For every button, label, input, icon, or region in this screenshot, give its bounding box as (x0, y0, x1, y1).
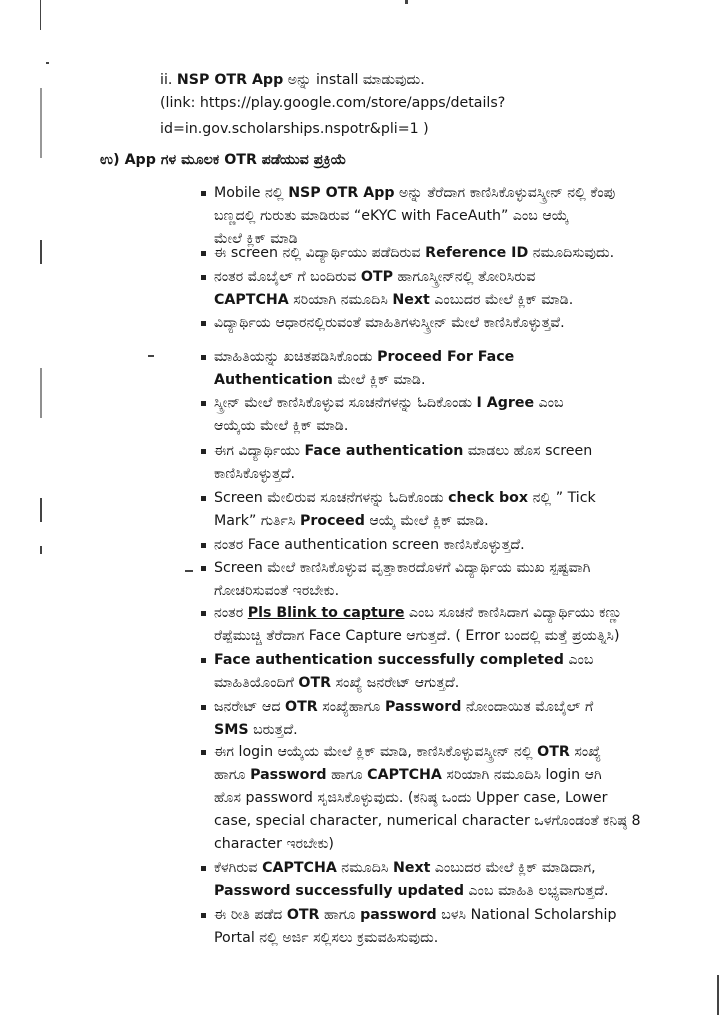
text-segment: ಎಂಬ ಮಾಹಿತಿ ಲಭ್ಯವಾಗುತ್ತದೆ. (464, 883, 609, 899)
text-segment: ಮಾಡಲು ಹೊಸ screen (463, 443, 593, 459)
bold-text: OTR (537, 744, 570, 760)
bold-text: Pls Blink to capture (247, 605, 405, 621)
text-segment: ನೋಂದಾಯಿತ ಮೊಬೈಲ್ ಗೆ (461, 699, 594, 715)
step-line (214, 626, 619, 646)
bold-text: Reference ID (425, 245, 529, 261)
step-line (214, 928, 438, 948)
text-segment: ಸಂಖ್ಯೆ (569, 744, 602, 760)
step-line (214, 243, 614, 263)
step-line (214, 650, 593, 670)
text-segment: ಎಂಬ (563, 652, 594, 668)
text-segment: Mobile ನಲ್ಲಿ (214, 185, 289, 201)
text-segment: ನಂತರ Face authentication screen ಕಾಣಿಸಿಕೊಳ್ಳುತ್ತದೆ. (214, 537, 525, 553)
bullet-marker (201, 658, 206, 663)
text-segment: ಹಾಗೂ (319, 907, 361, 923)
scan-mark (40, 0, 41, 30)
text-segment: ಮಾಹಿತಿಯೊಂದಿಗೆ (214, 675, 299, 691)
text-segment: Portal ನಲ್ಲಿ ಅರ್ಜಿ ಸಲ್ಲಿಸಲು ಕ್ರಮವಹಿಸುವುದು. (214, 930, 439, 946)
text-segment: ಆಯ್ಕೆ ಮೇಲೆ ಕ್ಲಿಕ್ ಮಾಡಿ. (364, 513, 489, 529)
text-segment: ಸರಿಯಾಗಿ ನಮೂದಿಸಿ login ಆಗಿ (441, 767, 602, 783)
step-line (214, 183, 615, 203)
bullet-marker (201, 449, 206, 454)
step-line (214, 313, 565, 333)
scan-mark (185, 570, 193, 572)
text-segment: ಎಂಬುದರ ಮೇಲೆ ಕ್ಲಿಕ್ ಮಾಡಿದಾಗ, (430, 860, 596, 876)
step-line (214, 206, 569, 226)
text-segment: ಹಾಗೂಸ್ಕ್ರೀನ್‌ನಲ್ಲಿ ತೋರಿಸಿರುವ (392, 269, 536, 285)
bold-text: OTR (298, 675, 332, 691)
bullet-marker (201, 355, 206, 360)
step-line (214, 416, 348, 436)
scan-mark (717, 975, 719, 1015)
text-segment: ಬಣ್ಣದಲ್ಲಿ ಗುರುತು ಮಾಡಿರುವ “eKYC with FaceAuth” ಎಂಬ ಆಯ್ಕೆ (214, 208, 569, 224)
text-segment: ನಮೂದಿಸಿ (336, 860, 393, 876)
text-segment: ಎಂಬ (534, 395, 564, 411)
step-line (214, 393, 564, 413)
bold-text: Face authentication successfully completed (214, 652, 564, 668)
text-segment: ಕೆಳಗಿರುವ (214, 860, 263, 876)
bullet-marker (201, 543, 206, 548)
step-line (214, 858, 596, 878)
bold-text: SMS (214, 722, 249, 738)
text-segment: ಹಾಗೂ (326, 767, 368, 783)
scan-mark (40, 546, 42, 554)
section-title-app: App (124, 152, 156, 168)
text-segment: ಎಂಬುದರ ಮೇಲೆ ಕ್ಲಿಕ್ ಮಾಡಿ. (429, 292, 574, 308)
bold-text: CAPTCHA (367, 767, 442, 783)
app-name: NSP OTR App (176, 72, 284, 88)
intro-rest: ಅನ್ನು install ಮಾಡುವುದು. (287, 72, 425, 88)
scan-mark (40, 368, 42, 418)
bold-text: check box (448, 490, 529, 506)
step-line (214, 697, 593, 717)
bullet-marker (201, 191, 206, 196)
text-segment: ಮಾಹಿತಿಯನ್ನು ಖಚಿತಪಡಿಸಿಕೊಂಡು (214, 349, 378, 365)
step-line (214, 464, 295, 484)
bold-text: OTR (285, 699, 318, 715)
text-segment: ಕಾಣಿಸಿಕೊಳ್ಳುತ್ತದೆ. (214, 466, 296, 482)
text-segment: ಈಗ ವಿದ್ಯಾರ್ಥಿಯು (214, 443, 305, 459)
text-segment: ಗೋಚರಿಸುವಂತೆ ಇರಬೇಕು. (214, 583, 340, 599)
step-line (214, 581, 339, 601)
text-segment: ವಿದ್ಯಾರ್ಥಿಯ ಆಧಾರನಲ್ಲಿರುವಂತೆ ಮಾಹಿತಿಗಳುಸ್ಕ್ರೀನ್ ಮೇಲೆ ಕಾಣಿಸಿಕೊಳ್ಳುತ್ತವೆ. (214, 315, 565, 331)
section-title-rest: ಗಳ ಮೂಲಕ OTR ಪಡೆಯುವ ಪ್ರಕ್ರಿಯೆ (160, 152, 347, 168)
roman-numeral: ii. (160, 72, 173, 88)
step-line (214, 558, 590, 578)
step-line (214, 905, 616, 925)
scan-mark (46, 62, 49, 64)
step-line (214, 370, 426, 390)
bullet-marker (201, 750, 206, 755)
intro-line (160, 70, 425, 90)
text-segment: Screen ಮೇಲಿರುವ ಸೂಚನೆಗಳನ್ನು ಓದಿಕೊಂಡು (214, 490, 449, 506)
bullet-marker (201, 913, 206, 918)
bold-text: CAPTCHA (262, 860, 337, 876)
step-line (214, 441, 592, 461)
bold-text: Proceed (299, 513, 365, 529)
text-segment: ಅನ್ನು ತೆರೆದಾಗ ಕಾಣಿಸಿಕೊಳ್ಳುವಸ್ಕ್ರೀನ್ ನಲ್ಲಿ ಕೆಂಪು (394, 185, 616, 201)
step-line (214, 535, 525, 555)
text-segment: ಎಂಬ ಸೂಚನೆ ಕಾಣಿಸಿದಾಗ ವಿದ್ಯಾರ್ಥಿಯು ಕಣ್ಣು (404, 605, 623, 621)
text-segment: ಮೇಲೆ ಕ್ಲಿಕ್ ಮಾಡಿ. (332, 372, 426, 388)
step-line (214, 511, 489, 531)
step-line (214, 347, 514, 367)
text-segment: ಬರುತ್ತದೆ. (248, 722, 298, 738)
text-segment: ಮೇಲೆ ಕ್ಲಿಕ್ ಮಾಡಿ (214, 231, 298, 247)
bold-text: CAPTCHA (214, 292, 289, 308)
scan-mark (40, 498, 42, 522)
step-line (214, 765, 602, 785)
bold-text: I Agree (476, 395, 535, 411)
bullet-marker (201, 566, 206, 571)
text-segment: character ಇರಬೇಕು) (214, 836, 334, 852)
text-segment: ನಮೂದಿಸುವುದು. (528, 245, 615, 261)
link-line-2: id=in.gov.scholarships.nspotr&pli=1 ) (160, 121, 429, 137)
bold-text: Proceed For Face (377, 349, 515, 365)
text-segment: Screen ಮೇಲೆ ಕಾಣಿಸಿಕೊಳ್ಳುವ ವೃತ್ತಾಕಾರದೊಳಗೆ ವಿದ್ಯಾರ್ಥಿಯ ಮುಖ ಸ್ಪಷ್ಟವಾಗಿ (214, 560, 591, 576)
scan-mark (405, 0, 408, 4)
bullet-marker (201, 866, 206, 871)
text-segment: ರೆಪ್ಪೆಮುಚ್ಚಿ ತೆರೆದಾಗ Face Capture ಆಗುತ್ತದೆ. ( Error ಬಂದಲ್ಲಿ ಮತ್ತೆ ಪ್ರಯತ್ನಿಸಿ) (214, 628, 620, 644)
scan-mark (148, 355, 154, 357)
scan-mark (40, 240, 42, 264)
text-segment: ಸ್ಕ್ರೀನ್ ಮೇಲೆ ಕಾಣಿಸಿಕೊಳ್ಳುವ ಸೂಚನೆಗಳನ್ನು ಓದಿಕೊಂಡು (214, 395, 477, 411)
bullet-marker (201, 321, 206, 326)
bullet-marker (201, 611, 206, 616)
text-segment: ನಂತರ ಮೊಬೈಲ್ ಗೆ ಬಂದಿರುವ (214, 269, 361, 285)
text-segment: ಆಯ್ಕೆಯ ಮೇಲೆ ಕ್ಲಿಕ್ ಮಾಡಿ. (214, 418, 349, 434)
step-line (214, 603, 622, 623)
bold-text: NSP OTR App (288, 185, 395, 201)
section-heading (100, 150, 347, 170)
bullet-marker (201, 251, 206, 256)
bullet-marker (201, 401, 206, 406)
text-segment: ಈಗ login ಆಯ್ಕೆಯ ಮೇಲೆ ಕ್ಲಿಕ್ ಮಾಡಿ, ಕಾಣಿಸಿಕೊಳ್ಳುವಸ್ಕ್ರೀನ್ ನಲ್ಲಿ (214, 744, 538, 760)
bold-text: password (360, 907, 437, 923)
step-line (214, 742, 601, 762)
bullet-marker (201, 705, 206, 710)
bold-text: Password (250, 767, 327, 783)
step-line (214, 811, 641, 831)
text-segment: ಈ screen ನಲ್ಲಿ ವಿದ್ಯಾರ್ಥಿಯು ಪಡೆದಿರುವ (214, 245, 426, 261)
text-segment: ಹಾಗೂ (214, 767, 251, 783)
bold-text: Authentication (214, 372, 333, 388)
text-segment: ಸಂಖ್ಯೆ ಜನರೇಟ್ ಆಗುತ್ತದೆ. (331, 675, 460, 691)
scan-mark (40, 88, 42, 158)
step-line (214, 673, 459, 693)
text-segment: ಬಳಸಿ National Scholarship (436, 907, 617, 923)
step-line (214, 720, 298, 740)
link-line-1: (link: https://play.google.com/store/apps/details? (160, 95, 506, 111)
step-line (214, 488, 596, 508)
bold-text: Password (384, 699, 462, 715)
text-segment: ನಂತರ (214, 605, 248, 621)
text-segment: ಈ ರೀತಿ ಪಡೆದ (214, 907, 287, 923)
bold-text: OTP (360, 269, 393, 285)
step-line (214, 881, 608, 901)
text-segment: Mark” ಗುರ್ತಿಸಿ (214, 513, 300, 529)
bold-text: Next (392, 292, 430, 308)
bullet-marker (201, 496, 206, 501)
bold-text: Face authentication (304, 443, 464, 459)
bold-text: Password successfully updated (214, 883, 465, 899)
bullet-marker (201, 275, 206, 280)
step-line (214, 834, 334, 854)
bold-text: Next (392, 860, 431, 876)
step-line (214, 788, 607, 808)
text-segment: case, special character, numerical character ಒಳಗೊಂಡಂತೆ ಕನಿಷ್ಠ 8 (214, 813, 641, 829)
section-marker: ಉ) (100, 152, 120, 168)
text-segment: ಜನರೇಟ್ ಆದ (214, 699, 286, 715)
step-line (214, 290, 573, 310)
text-segment: ನಲ್ಲಿ ” Tick (528, 490, 596, 506)
step-line (214, 267, 535, 287)
text-segment: ಹೊಸ password ಸೃಜಿಸಿಕೊಳ್ಳುವುದು. (ಕನಿಷ್ಠ ಒಂದು Upper case, Lower (214, 790, 608, 806)
text-segment: ಸರಿಯಾಗಿ ನಮೂದಿಸಿ (288, 292, 393, 308)
text-segment: ಸಂಖ್ಯೆಹಾಗೂ (317, 699, 385, 715)
bold-text: OTR (286, 907, 320, 923)
